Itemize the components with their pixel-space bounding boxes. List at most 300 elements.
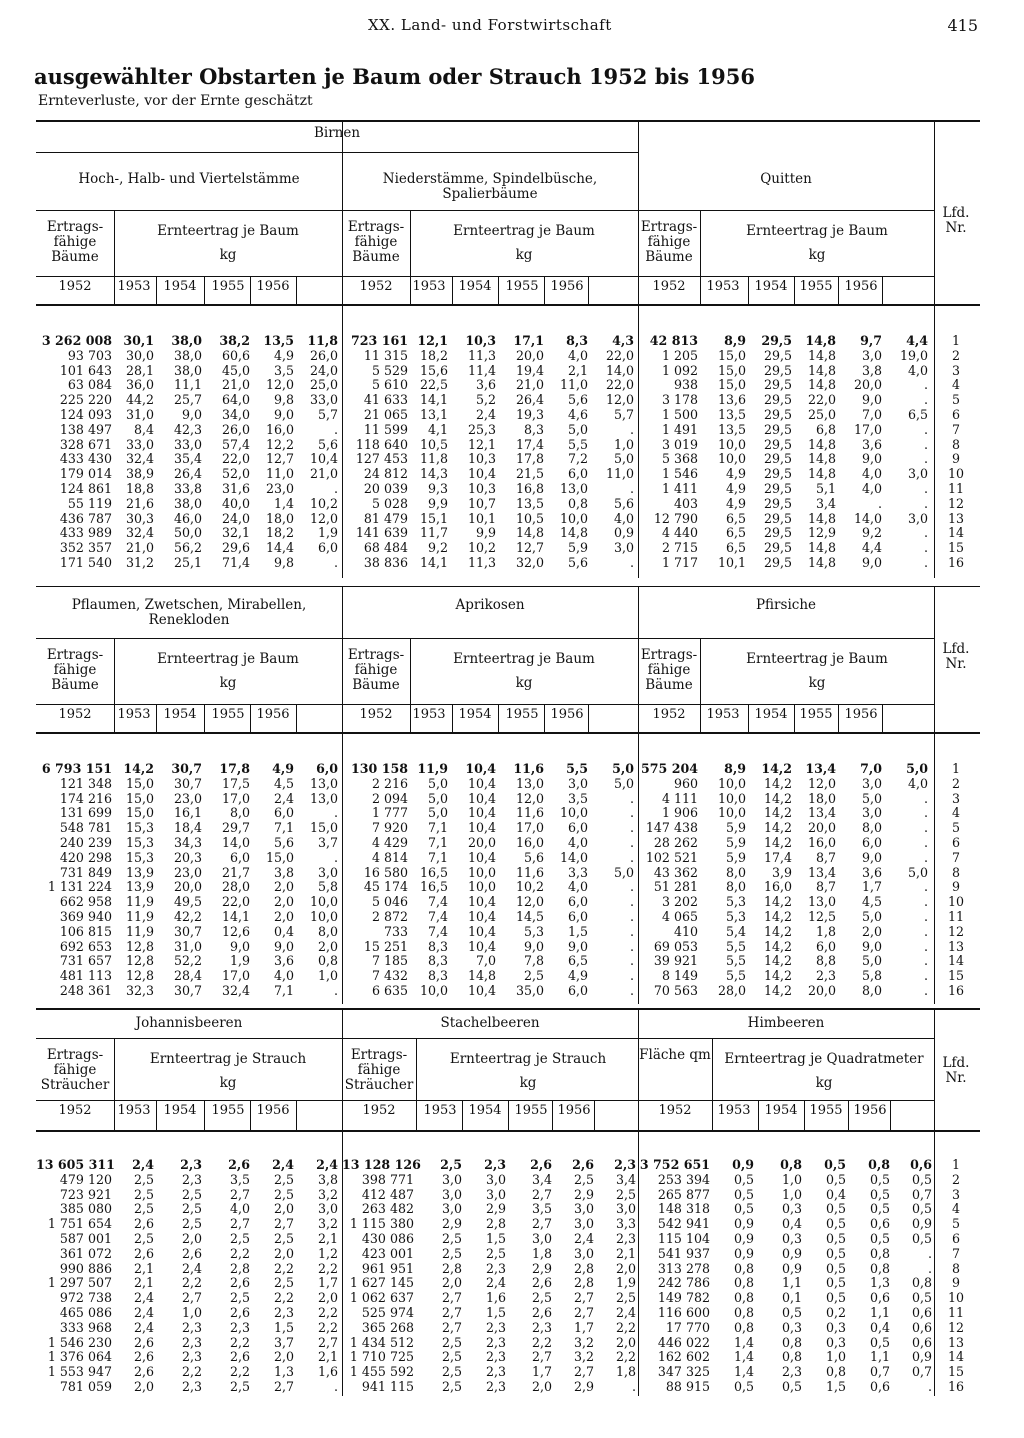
table-cell: 14,2 <box>763 805 792 821</box>
row-number: 12 <box>947 495 965 511</box>
table-cell: 0,6 <box>869 1290 890 1306</box>
total-cell: 2,6 <box>572 1157 594 1172</box>
table-cell: 2 715 <box>661 540 698 556</box>
table-cell: 10,2 <box>467 540 496 556</box>
table-cell: 2,7 <box>573 1304 594 1320</box>
table-cell: 5,6 <box>523 849 544 865</box>
row-number: 4 <box>951 377 960 393</box>
table-cell: 12,1 <box>467 436 496 452</box>
table-cell: 941 115 <box>361 1378 414 1394</box>
year-1956: 1956 <box>844 279 878 294</box>
table-cell: 0,8 <box>733 1319 754 1335</box>
data-column-1-3 <box>500 762 544 999</box>
table-cell: 14,1 <box>419 392 448 408</box>
total-cell: 575 204 <box>641 761 698 776</box>
table-cell: 30,3 <box>125 510 154 526</box>
table-cell: 6,0 <box>229 849 250 865</box>
table-cell: 19,4 <box>515 362 544 378</box>
table-cell: 45,0 <box>221 362 250 378</box>
table-cell: 8,7 <box>815 879 836 895</box>
row-number: 14 <box>947 1349 965 1365</box>
table-cell: 102 521 <box>645 849 698 865</box>
table-cell: . <box>877 495 882 511</box>
table-cell: 1,4 <box>733 1349 754 1365</box>
table-cell: . <box>923 377 928 393</box>
row-number: 12 <box>947 1319 965 1335</box>
data-column-1-1 <box>410 334 448 571</box>
table-cell: 10,4 <box>467 894 496 910</box>
table-cell: 1 717 <box>661 554 698 570</box>
table-cell: 385 080 <box>59 1201 112 1217</box>
table-cell: 17 770 <box>665 1319 710 1335</box>
lfd-nr-column <box>932 1158 980 1395</box>
table-cell: 2,9 <box>485 1201 506 1217</box>
table-cell: 3,0 <box>861 775 882 791</box>
table-cell: . <box>629 834 634 850</box>
table-cell: 3,0 <box>573 1201 594 1217</box>
table-cell: 365 268 <box>361 1319 414 1335</box>
table-cell: . <box>923 849 928 865</box>
table-cell: 12 790 <box>653 510 698 526</box>
table-cell: 16,8 <box>515 480 544 496</box>
table-cell: 10,1 <box>467 510 496 526</box>
table-cell: 1,3 <box>273 1364 294 1380</box>
table-cell: 93 703 <box>67 347 112 363</box>
table-cell: 10,2 <box>515 879 544 895</box>
table-cell: . <box>923 790 928 806</box>
table-cell: 12,0 <box>807 775 836 791</box>
row-number: 9 <box>951 1275 960 1291</box>
year-1952: 1952 <box>58 707 92 722</box>
table-cell: 11,1 <box>173 377 202 393</box>
table-cell: 13,0 <box>807 894 836 910</box>
table-cell: 3,6 <box>475 377 496 393</box>
year-1953: 1953 <box>717 1103 751 1118</box>
table-cell: . <box>923 480 928 496</box>
table-cell: 1 710 725 <box>349 1349 414 1365</box>
table-cell: 3,5 <box>229 1171 250 1187</box>
table-cell: 33,0 <box>309 392 338 408</box>
table-cell: 0,8 <box>781 1334 802 1350</box>
table-cell: 0,5 <box>911 1201 932 1217</box>
table-cell: 2,3 <box>815 968 836 984</box>
table-cell: 5,9 <box>567 540 588 556</box>
table-cell: 68 484 <box>363 540 408 556</box>
data-column-1-1 <box>418 1158 462 1395</box>
table-cell: 2,2 <box>531 1334 552 1350</box>
table-cell: 9,9 <box>427 495 448 511</box>
table-cell: 0,8 <box>317 953 338 969</box>
data-column-2-3 <box>796 762 836 999</box>
table-cell: 2,4 <box>485 1275 506 1291</box>
table-cell: 1,1 <box>869 1349 890 1365</box>
total-cell: 2,4 <box>316 1157 338 1172</box>
data-column-1-2 <box>454 762 496 999</box>
year-1955: 1955 <box>505 707 539 722</box>
table-cell: 9,0 <box>861 554 882 570</box>
data-column-2-0 <box>638 762 698 999</box>
table-cell: . <box>629 820 634 836</box>
total-cell: 2,3 <box>614 1157 636 1172</box>
table-cell: 2,5 <box>441 1334 462 1350</box>
table-cell: . <box>923 923 928 939</box>
table-cell: 10,4 <box>467 790 496 806</box>
table-cell: 2,0 <box>133 1378 154 1394</box>
table-cell: 23,0 <box>173 790 202 806</box>
table-cell: 2,3 <box>615 1230 636 1246</box>
table-cell: 6,0 <box>815 938 836 954</box>
group-title-2: Himbeeren <box>747 1015 825 1031</box>
table-cell: 18,2 <box>265 525 294 541</box>
total-cell: 13 128 126 <box>342 1157 421 1172</box>
table-cell: 131 699 <box>59 805 112 821</box>
row-number: 4 <box>951 805 960 821</box>
page-number: 415 <box>947 16 978 35</box>
row-number: 7 <box>951 1245 960 1261</box>
table-cell: 0,6 <box>911 1304 932 1320</box>
table-cell: 11,9 <box>125 923 154 939</box>
table-cell: 57,4 <box>221 436 250 452</box>
table-cell: 2,4 <box>273 790 294 806</box>
table-cell: 11,7 <box>419 525 448 541</box>
table-cell: 2,3 <box>485 1364 506 1380</box>
year-1955: 1955 <box>211 707 245 722</box>
table-cell: 2,9 <box>531 1260 552 1276</box>
table-cell: 0,3 <box>825 1319 846 1335</box>
table-cell: 1 131 224 <box>47 879 112 895</box>
group-title-1: Niederstämme, Spindelbüsche, Spalierbäume <box>382 171 598 202</box>
table-cell: 14,8 <box>807 540 836 556</box>
table-cell: 6,5 <box>907 406 928 422</box>
table-cell: 15 251 <box>363 938 408 954</box>
table-cell: 1,5 <box>567 923 588 939</box>
table-cell: 179 014 <box>59 466 112 482</box>
data-column-1-0 <box>342 762 408 999</box>
total-cell: 0,8 <box>780 1157 802 1172</box>
data-column-2-2 <box>750 334 792 571</box>
table-cell: . <box>333 1378 338 1394</box>
data-column-1-5 <box>590 762 634 999</box>
table-cell: 0,5 <box>733 1378 754 1394</box>
table-cell: 2,5 <box>441 1245 462 1261</box>
table-cell: 9,2 <box>427 540 448 556</box>
unit-label: kg <box>515 675 533 691</box>
table-cell: 2,6 <box>133 1334 154 1350</box>
total-cell: 130 158 <box>351 761 408 776</box>
table-cell: 9,3 <box>427 480 448 496</box>
table-cell: 2,0 <box>273 1201 294 1217</box>
table-cell: 5,6 <box>567 554 588 570</box>
table-cell: 0,2 <box>825 1304 846 1320</box>
col-header-yield: Ernteertrag je Strauch <box>149 1051 307 1067</box>
table-cell: 5,6 <box>567 392 588 408</box>
data-column-2-4 <box>840 762 882 999</box>
table-cell: 7,1 <box>273 982 294 998</box>
table-cell: 2,5 <box>615 1290 636 1306</box>
table-cell: . <box>629 982 634 998</box>
table-cell: 2,5 <box>615 1186 636 1202</box>
table-cell: . <box>927 1260 932 1276</box>
table-cell: 0,8 <box>733 1304 754 1320</box>
table-cell: 5,4 <box>725 923 746 939</box>
year-1954: 1954 <box>163 707 197 722</box>
table-cell: 6 635 <box>371 982 408 998</box>
table-cell: 2,6 <box>133 1245 154 1261</box>
table-cell: 5,5 <box>725 938 746 954</box>
table-cell: 14,5 <box>515 908 544 924</box>
table-cell: 30,7 <box>173 775 202 791</box>
table-cell: 0,5 <box>825 1290 846 1306</box>
table-cell: 10,0 <box>717 451 746 467</box>
table-cell: 2,8 <box>229 1260 250 1276</box>
table-cell: 1,7 <box>861 879 882 895</box>
table-cell: 2,2 <box>273 1260 294 1276</box>
total-cell: 9,7 <box>860 333 882 348</box>
table-cell: 2,5 <box>229 1378 250 1394</box>
table-cell: 5,9 <box>725 849 746 865</box>
table-cell: 961 951 <box>361 1260 414 1276</box>
unit-label: kg <box>808 675 826 691</box>
table-cell: 34,3 <box>173 834 202 850</box>
table-cell: 1,7 <box>531 1364 552 1380</box>
table-cell: 12,5 <box>807 908 836 924</box>
table-cell: 3,0 <box>441 1201 462 1217</box>
table-cell: 2,5 <box>133 1186 154 1202</box>
total-cell: 6 793 151 <box>41 761 112 776</box>
table-cell: 14,8 <box>467 968 496 984</box>
row-number: 7 <box>951 421 960 437</box>
table-cell: 3,0 <box>613 540 634 556</box>
year-1954: 1954 <box>458 279 492 294</box>
data-column-0-0 <box>36 762 112 999</box>
table-cell: 1,0 <box>181 1304 202 1320</box>
table-cell: 8 149 <box>661 968 698 984</box>
table-cell: 3,7 <box>273 1334 294 1350</box>
table-cell: 2,0 <box>317 1290 338 1306</box>
table-cell: 2,8 <box>441 1260 462 1276</box>
data-column-2-5 <box>892 1158 932 1395</box>
table-cell: 11,0 <box>559 377 588 393</box>
total-cell: 2,4 <box>132 1157 154 1172</box>
table-cell: 2,4 <box>181 1260 202 1276</box>
table-cell: 2 216 <box>371 775 408 791</box>
row-number: 2 <box>951 347 960 363</box>
table-cell: 0,1 <box>781 1290 802 1306</box>
table-cell: 4 814 <box>371 849 408 865</box>
table-cell: 1 491 <box>661 421 698 437</box>
data-column-1-0 <box>342 334 408 571</box>
table-cell: 479 120 <box>59 1171 112 1187</box>
table-cell: 3,5 <box>567 790 588 806</box>
table-cell: 29,5 <box>763 451 792 467</box>
table-cell: 423 001 <box>361 1245 414 1261</box>
table-cell: . <box>927 1245 932 1261</box>
table-cell: 0,6 <box>869 1216 890 1232</box>
table-cell: 174 216 <box>59 790 112 806</box>
table-cell: 10,4 <box>309 451 338 467</box>
table-cell: 10,4 <box>467 775 496 791</box>
table-cell: 7 185 <box>371 953 408 969</box>
table-cell: . <box>629 894 634 910</box>
table-cell: 5 610 <box>371 377 408 393</box>
table-cell: 2,5 <box>273 1230 294 1246</box>
table-cell: 171 540 <box>59 554 112 570</box>
table-cell: 3,9 <box>771 864 792 880</box>
row-number: 6 <box>951 1230 960 1246</box>
table-cell: 29,5 <box>763 421 792 437</box>
col-header-yield: Ernteertrag je Baum <box>746 223 888 239</box>
table-cell: 15,0 <box>125 775 154 791</box>
year-1953: 1953 <box>706 707 740 722</box>
table-cell: 0,5 <box>733 1186 754 1202</box>
year-1956: 1956 <box>256 1103 290 1118</box>
row-number: 8 <box>951 864 960 880</box>
table-cell: 2,2 <box>317 1319 338 1335</box>
total-cell: 0,6 <box>910 1157 932 1172</box>
data-column-2-3 <box>806 1158 846 1395</box>
table-cell: 4 065 <box>661 908 698 924</box>
table-cell: 4,0 <box>567 834 588 850</box>
data-column-1-0 <box>342 1157 421 1395</box>
year-1956: 1956 <box>256 707 290 722</box>
total-cell: 0,5 <box>824 1157 846 1172</box>
table-cell: 3,6 <box>861 436 882 452</box>
table-cell: 15,0 <box>309 820 338 836</box>
year-1954: 1954 <box>468 1103 502 1118</box>
year-1953: 1953 <box>412 279 446 294</box>
table-cell: 1,4 <box>733 1334 754 1350</box>
total-cell: 3 752 651 <box>639 1157 710 1172</box>
table-cell: 1,0 <box>781 1171 802 1187</box>
table-cell: 2,5 <box>181 1201 202 1217</box>
table-cell: . <box>629 968 634 984</box>
table-cell: 14,2 <box>763 775 792 791</box>
table-cell: 2,3 <box>229 1319 250 1335</box>
table-cell: 15,3 <box>125 849 154 865</box>
table-cell: 25,0 <box>807 406 836 422</box>
table-cell: 4,9 <box>725 466 746 482</box>
table-cell: 5,6 <box>317 436 338 452</box>
table-cell: 2,5 <box>441 1378 462 1394</box>
col-header-yield: Ernteertrag je Baum <box>746 651 888 667</box>
table-cell: 5 529 <box>371 362 408 378</box>
year-1954: 1954 <box>163 279 197 294</box>
table-cell: 0,8 <box>911 1275 932 1291</box>
table-cell: 1 500 <box>661 406 698 422</box>
table-cell: 14,8 <box>807 362 836 378</box>
table-cell: 31,0 <box>125 406 154 422</box>
table-cell: 1,0 <box>825 1349 846 1365</box>
table-cell: 15,0 <box>125 790 154 806</box>
table-cell: 22,0 <box>605 377 634 393</box>
table-cell: 10,4 <box>467 908 496 924</box>
table-cell: . <box>923 879 928 895</box>
table-cell: 16,5 <box>419 879 448 895</box>
table-cell: 4,1 <box>427 421 448 437</box>
table-cell: 138 497 <box>59 421 112 437</box>
table-cell: . <box>333 849 338 865</box>
table-cell: 2,7 <box>531 1186 552 1202</box>
table-cell: 33,0 <box>173 436 202 452</box>
table-cell: . <box>923 968 928 984</box>
table-cell: . <box>629 554 634 570</box>
table-cell: 4 429 <box>371 834 408 850</box>
table-cell: 21,6 <box>125 495 154 511</box>
table-cell: 56,2 <box>173 540 202 556</box>
table-cell: 662 958 <box>59 894 112 910</box>
table-cell: 1,5 <box>485 1304 506 1320</box>
table-subtitle: Ernteverluste, vor der Ernte geschätzt <box>38 93 313 109</box>
table-cell: 2,8 <box>573 1275 594 1291</box>
table-cell: 115 104 <box>657 1230 710 1246</box>
col-header-count: Ertrags-fähige Bäume <box>640 219 698 265</box>
table-cell: . <box>333 805 338 821</box>
table-cell: 20,0 <box>807 820 836 836</box>
table-cell: 15,6 <box>419 362 448 378</box>
table-cell: 10,0 <box>717 805 746 821</box>
total-cell: 14,2 <box>761 761 792 776</box>
table-cell: 14,8 <box>515 525 544 541</box>
table-cell: 7,0 <box>475 953 496 969</box>
table-cell: 12,8 <box>125 953 154 969</box>
total-cell: 30,7 <box>171 761 202 776</box>
table-cell: 2,5 <box>531 1290 552 1306</box>
table-cell: 2,4 <box>615 1304 636 1320</box>
table-cell: 11,6 <box>515 864 544 880</box>
table-cell: 43 362 <box>653 864 698 880</box>
table-cell: 1,0 <box>317 968 338 984</box>
table-cell: 11 599 <box>363 421 408 437</box>
table-cell: 4,6 <box>567 406 588 422</box>
table-cell: 8,7 <box>815 849 836 865</box>
table-cell: . <box>629 805 634 821</box>
table-cell: 38,0 <box>173 362 202 378</box>
table-cell: 29,5 <box>763 525 792 541</box>
table-cell: . <box>923 495 928 511</box>
table-cell: 2,5 <box>181 1186 202 1202</box>
table-cell: 26,4 <box>173 466 202 482</box>
table-cell: 4,0 <box>229 1201 250 1217</box>
table-cell: 10,0 <box>467 864 496 880</box>
row-number: 16 <box>947 982 965 998</box>
table-cell: 15,0 <box>265 849 294 865</box>
table-cell: 465 086 <box>59 1304 112 1320</box>
table-cell: 10,0 <box>419 982 448 998</box>
table-cell: 30,7 <box>173 923 202 939</box>
table-cell: 41 633 <box>363 392 408 408</box>
table-cell: 2,3 <box>485 1260 506 1276</box>
table-cell: 5,0 <box>567 421 588 437</box>
table-cell: . <box>333 554 338 570</box>
table-cell: 14,8 <box>807 377 836 393</box>
table-cell: 2,0 <box>273 1245 294 1261</box>
table-cell: 0,3 <box>781 1319 802 1335</box>
table-cell: 69 053 <box>653 938 698 954</box>
col-header-yield: Ernteertrag je Baum <box>453 651 595 667</box>
table-cell: 15,0 <box>125 805 154 821</box>
year-1955: 1955 <box>799 279 833 294</box>
table-cell: 5,0 <box>861 790 882 806</box>
table-cell: 21,0 <box>515 377 544 393</box>
table-cell: 2,3 <box>181 1378 202 1394</box>
table-cell: 5,5 <box>725 968 746 984</box>
table-cell: 8,0 <box>861 982 882 998</box>
table-cell: 23,0 <box>265 480 294 496</box>
table-cell: 8,0 <box>725 879 746 895</box>
table-cell: 8,0 <box>725 864 746 880</box>
table-cell: 29,5 <box>763 540 792 556</box>
table-cell: 8,0 <box>229 805 250 821</box>
